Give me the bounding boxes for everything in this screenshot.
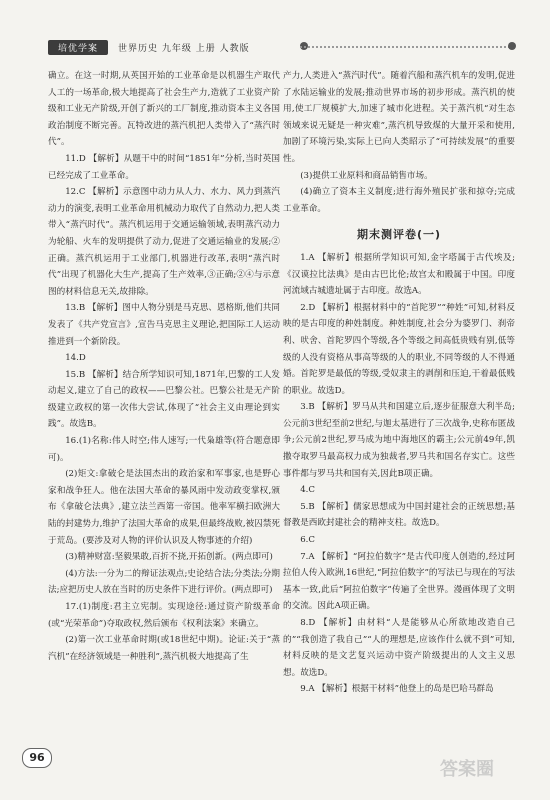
answer-paragraph: 1.A 【解析】根据所学知识可知,金字塔属于古代埃及;《汉谟拉比法典》是由古巴比伦;故宫太和殿属于中国。印度河流域古城遗址属于古印度。故选A。 <box>283 252 515 297</box>
section-title: 期末测评卷(一) <box>356 228 442 242</box>
rule-cap-right <box>508 42 516 50</box>
brand-label: 培优学案 <box>48 40 108 55</box>
answer-paragraph: 产力,人类进入“蒸汽时代”。随着汽船和蒸汽机车的发明,促进了水陆运输业的发展;推动世界市场的初步形成。蒸汽机的使用,使工厂规模扩大,加速了城市化进程。关于蒸汽机“对生态领域来说无疑是一种灾难”,蒸汽机导致煤的大量开采和使用,加剧了环境污染,实际上已向人类昭示了“可持续发展”的重要性。 <box>283 71 515 164</box>
answer-paragraph: 11.D 【解析】从题干中的时间“1851年”分析,当时英国已经完成了工业革命。 <box>48 153 280 181</box>
answer-paragraph: 16.(1)名称:伟人时空;伟人速写;一代枭雄等(符合题意即可)。 <box>48 436 280 463</box>
answer-paragraph: (4)确立了资本主义制度;进行海外殖民扩张和掠夺;完成工业革命。 <box>283 187 515 214</box>
watermark-logo: 答案圈 <box>440 759 494 780</box>
page-header <box>48 40 298 54</box>
right-column <box>283 68 515 698</box>
answer-paragraph: 8.D 【解析】由材料“人是能够从心所欲地改造自己的”“我创造了我自己”“人的理想是,应该作什么就不到”可知,材料反映的是文艺复兴运动中资产阶级提出的人文主义思想。故选D。 <box>283 618 515 678</box>
answer-paragraph: 13.B 【解析】图中人物分别是马克思、恩格斯,他们共同发表了《共产党宣言》,宣告马克思主义理论,把国际工人运动推进到一个新阶段。 <box>48 303 280 347</box>
answer-paragraph: 3.B 【解析】罗马从共和国建立后,逐步征服意大利半岛;公元前3世纪至前2世纪,与迦太基进行了三次战争,史称布匿战争;公元前2世纪,罗马成为地中海地区的霸主;公元前49年,凯撒夺取罗马最高权力成为独裁者,罗马共和国名存实亡。这些事件都与罗马共和国有关,因此B项正确。 <box>283 402 515 479</box>
answer-paragraph: (2)第一次工业革命时期(或18世纪中期)。论证:关于“蒸汽机”在经济领域是一种胜利”,蒸汽机极大地提高了生 <box>48 635 280 662</box>
subject-label: 世界历史 九年级 上册 人教版 <box>118 43 250 54</box>
answer-paragraph: (3)提供工业原料和商品销售市场。 <box>300 170 433 181</box>
answer-paragraph: 2.D 【解析】根据材料中的“首陀罗”“种姓”可知,材料反映的是古印度的种姓制度。种姓制度,社会分为婆罗门、刹帝利、吠舍、首陀罗四个等级,各个等级之间高低贵贱有别,低等级的人没有资格从事高等级的人的职业,不同等级的人不得通婚。首陀罗是最低的等级,受奴隶主的剥削和压迫,干着最低贱的职业。故选D。 <box>283 302 515 396</box>
answer-paragraph: 12.C 【解析】示意图中动力从人力、水力、风力到蒸汽动力的演变,表明工业革命用机械动力取代了自然动力,把人类带入“蒸汽时代”。蒸汽机运用于交通运输领域,表明蒸汽动力为轮船、火车的发明提供了动力,促进了交通运输业的发展;②正确。蒸汽机运用于工业部门,机器进行改革,表明“蒸汽时代”出现了机器化大生产,提高了生产效率,③正确;②④与示意图的材料信息无关,故排除。 <box>48 187 280 297</box>
page-number: 96 <box>22 748 52 768</box>
answer-paragraph: 7.A 【解析】“阿拉伯数字”是古代印度人创造的,经过阿拉伯人传入欧洲,16世纪,“阿拉伯数字”的写法已与现在的写法基本一致,此后“阿拉伯数字”传遍了全世界。漫画体现了文明的交流。因此A项正确。 <box>283 551 515 612</box>
answer-paragraph: 14.D <box>65 353 86 364</box>
answer-paragraph: 5.B 【解析】儒家思想成为中国封建社会的正统思想;基督教是西欧封建社会的精神支柱。故选D。 <box>283 501 515 529</box>
answer-paragraph: 9.A 【解析】根据干材料”他登上的岛是巴哈马群岛 <box>300 684 494 695</box>
header-dotted-rule <box>300 46 510 51</box>
answer-paragraph: (3)精神财富:坚毅果敢,百折不挠,开拓创新。(两点即可) <box>65 552 273 563</box>
answer-paragraph: 4.C <box>300 485 315 496</box>
left-column <box>48 68 280 665</box>
answer-paragraph: (4)方法:一分为二的辩证法观点;史论结合法;分类法;分期法;应把历史人放在当时的历史条件下进行评价。(两点即可) <box>48 568 280 596</box>
answer-paragraph: 确立。在这一时期,从英国开始的工业革命是以机器生产取代人工的一场革命,极大地提高了社会生产力,造就了工业资产阶级和工业无产阶级,开创了新兴的工厂制度,推动资本主义各国政治制度不断完善。瓦特改进的蒸汽机把人类带入了“蒸汽时代”。 <box>48 71 280 148</box>
answer-paragraph: 17.(1)制度:君主立宪制。实现途径:通过资产阶级革命(或“光荣革命”)夺取政权,然后颁布《权利法案》来确立。 <box>48 602 280 629</box>
answer-paragraph: 6.C <box>300 535 315 546</box>
answer-paragraph: 15.B 【解析】结合所学知识可知,1871年,巴黎的工人发动起义,建立了自己的政权——巴黎公社。巴黎公社是无产阶级建立政权的第一次伟大尝试,体现了“社会主义由理论到实践”。故选B。 <box>48 369 280 430</box>
answer-paragraph: (2)矩文:拿破仑是法国杰出的政治家和军事家,也是野心家和战争狂人。他在法国大革命的暴风雨中发动政变掌权,颁布《拿破仑法典》,建立法兰西第一帝国。他率军横扫欧洲大陆的封建势力,维护了法国大革命的成果,但最终战败,被囚禁死于荒岛。(要涉及对人物的评价认识及人物事迹的介绍) <box>48 469 280 546</box>
